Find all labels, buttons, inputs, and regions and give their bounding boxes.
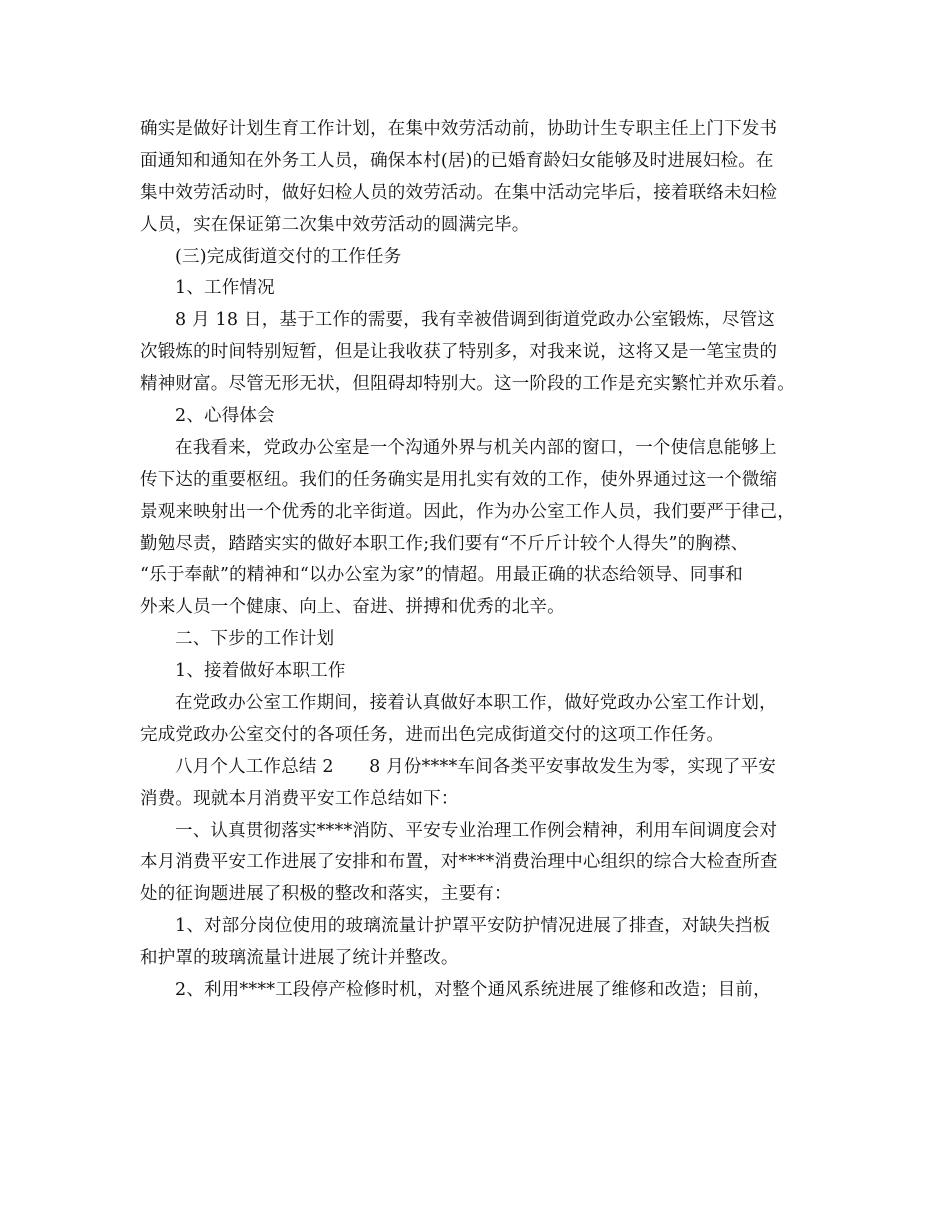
text-line: 本月消费平安工作进展了安排和布置，对****消费治理中心组织的综合大检查所查 (140, 852, 778, 873)
text-line: 和护罩的玻璃流量计进展了统计并整改。 (140, 948, 459, 969)
text-line: 在党政办公室工作期间，接着认真做好本职工作，做好党政办公室工作计划， (175, 693, 777, 714)
text-line: 2、利用****工段停产检修时机，对整个通风系统进展了维修和改造；目前， (175, 980, 771, 1001)
text-line: 次锻炼的时间特别短暂，但是让我收获了特别多，对我来说，这将又是一笔宝贵的 (140, 342, 778, 363)
text-line: 在我看来，党政办公室是一个沟通外界与机关内部的窗口，一个使信息能够上 (175, 437, 777, 458)
text-line: 1、对部分岗位使用的玻璃流量计护罩平安防护情况进展了排查，对缺失挡板 (175, 916, 771, 937)
text-line: 面通知和通知在外务工人员，确保本村(居)的已婚育龄妇女能够及时进展妇检。在 (140, 150, 774, 171)
text-line: 八月个人工作总结 2 8 月份****车间各类平安事故发生为零，实现了平安 (175, 756, 776, 777)
text-line: “乐于奉献”的精神和“以办公室为家”的情超。用最正确的状态给领导、同事和 (140, 565, 743, 586)
text-line: 人员，实在保证第二次集中效劳活动的圆满完毕。 (140, 214, 530, 235)
text-line: 8 月 18 日，基于工作的需要，我有幸被借调到街道党政办公室锻炼，尽管这 (175, 310, 775, 331)
text-line: 景观来映射出一个优秀的北辛街道。因此，作为办公室工作人员，我们要严于律己， (140, 501, 795, 522)
text-line: 勤勉尽责，踏踏实实的做好本职工作;我们要有“不斤斤计较个人得失”的胸襟、 (140, 533, 749, 554)
document-body (140, 114, 830, 1007)
text-line: 消费。现就本月消费平安工作总结如下： (140, 788, 459, 809)
subsection-heading: 1、工作情况 (175, 278, 275, 299)
text-line: 确实是做好计划生育工作计划，在集中效劳活动前，协助计生专职主任上门下发书 (140, 119, 778, 139)
text-line: 一、认真贯彻落实****消防、平安专业治理工作例会精神，利用车间调度会对 (175, 820, 778, 841)
subsection-heading: 1、接着做好本职工作 (175, 661, 346, 682)
section-heading: (三)完成街道交付的工作任务 (175, 246, 402, 267)
text-line: 处的征询题进展了积极的整改和落实，主要有： (140, 884, 512, 905)
text-line: 外来人员一个健康、向上、奋进、拼搏和优秀的北辛。 (140, 597, 565, 618)
subsection-heading: 2、心得体会 (175, 406, 275, 427)
section-heading: 二、下步的工作计划 (175, 629, 335, 650)
text-line: 精神财富。尽管无形无状，但阻碍却特别大。这一阶段的工作是充实繁忙并欢乐着。 (140, 374, 795, 395)
text-line: 完成党政办公室交付的各项任务，进而出色完成街道交付的这项工作任务。 (140, 724, 725, 745)
text-line: 传下达的重要枢纽。我们的任务确实是用扎实有效的工作，使外界通过这一个微缩 (140, 469, 778, 490)
text-line: 集中效劳活动时，做好妇检人员的效劳活动。在集中活动完毕后，接着联络未妇检 (140, 182, 778, 203)
